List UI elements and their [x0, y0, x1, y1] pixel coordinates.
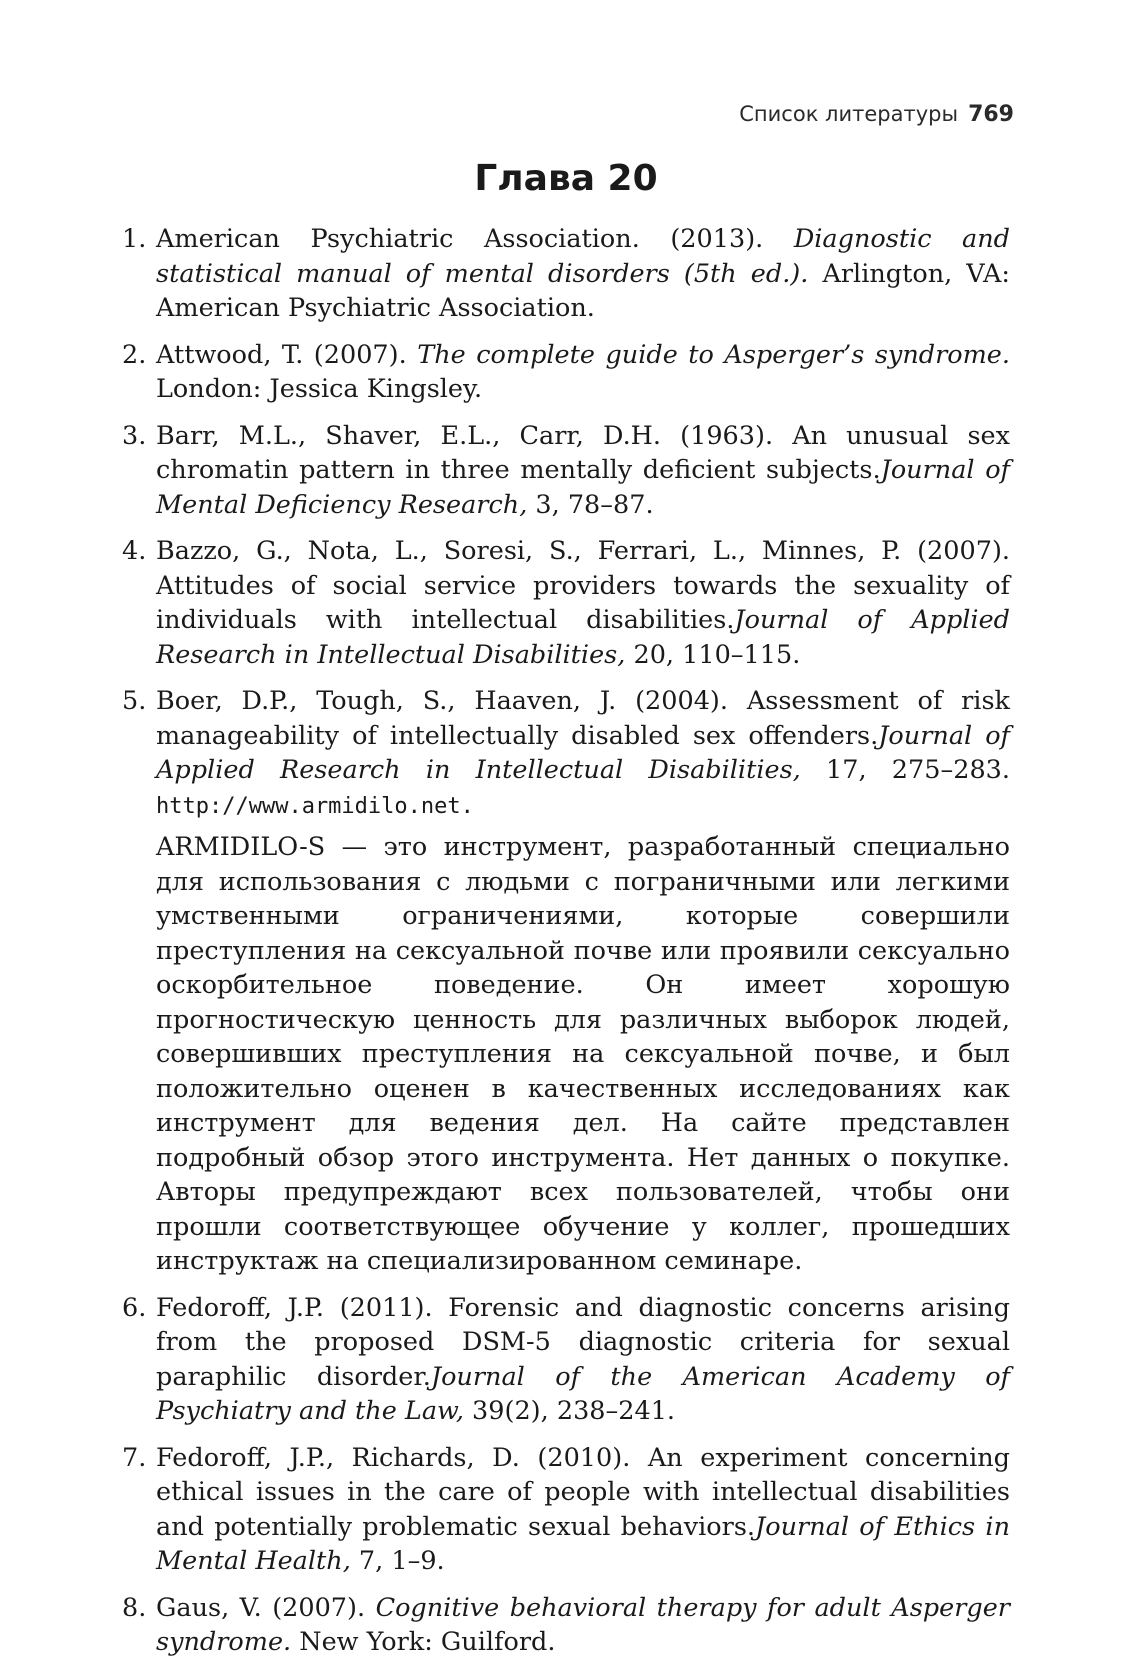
- reference-title: Journal of the American Academy of Psychiatry and the Law,: [156, 1361, 1010, 1426]
- reference-text: Boer, D.P., Tough, S., Haaven, J. (2004). Assessment of risk manageability of intellectually disabled sex offenders.: [156, 686, 1010, 751]
- reference-number: 4.: [122, 536, 147, 566]
- reference-item: [122, 1591, 1010, 1660]
- reference-number: 3.: [122, 420, 147, 451]
- reference-text: Bazzo, G., Nota, L., Soresi, S., Ferrari, L., Minnes, P. (2007). Attitudes of social service providers towards the sexuality of individuals with intellectual disabilities.: [156, 536, 1010, 635]
- reference-item: [122, 534, 1010, 672]
- reference-text: Fedoroff, J.P. (2011). Forensic and diagnostic concerns arising from the proposed DSM-5 diagnostic criteria for sexual paraphilic disorder.: [156, 1292, 1010, 1392]
- reference-details: London: Jessica Kingsley.: [156, 374, 483, 404]
- reference-number: 8.: [122, 1592, 147, 1623]
- reference-item: [122, 1291, 1010, 1429]
- reference-text: Gaus, V. (2007).: [156, 1592, 376, 1623]
- reference-details: 20, 110–115.: [625, 639, 801, 670]
- reference-text: Fedoroff, J.P., Richards, D. (2010). An experiment concerning ethical issues in the care of people with intellectual disabilities and potentially problematic sexual behaviors.: [156, 1442, 1010, 1542]
- reference-title: Journal of Mental Deficiency Research,: [156, 455, 1010, 520]
- reference-text: Barr, M.L., Shaver, E.L., Carr, D.H. (1963). An unusual sex chromatin pattern in three mentally deficient subjects.: [156, 420, 1010, 485]
- reference-title: The complete guide to Asperger’s syndrome.: [417, 339, 1010, 370]
- reference-details: 17, 275–283.: [800, 755, 1011, 785]
- reference-item: [122, 684, 1010, 1279]
- reference-number: 6.: [122, 1292, 147, 1323]
- reference-item: [122, 419, 1010, 523]
- reference-item: [122, 1441, 1010, 1579]
- reference-item: [122, 338, 1010, 407]
- reference-item: [122, 222, 1010, 326]
- reference-number: 5.: [122, 686, 147, 716]
- chapter-title: Глава 20: [474, 158, 658, 199]
- reference-text: American Psychiatric Association. (2013).: [156, 224, 794, 254]
- reference-details: 3, 78–87.: [527, 489, 654, 520]
- running-head-section: Список литературы: [739, 102, 959, 126]
- reference-annotation: ARMIDILO-S — это инструмент, разработанный специально для использования с людьми с пограничными или легкими умственными ограничениями, которые совершили преступления на сексуальной почве или проявили сексуально оскорбительное поведение. Он имеет хорошую прогностическую ценность для различных выборок людей, совершивших преступления на сексуальной почве, и был положительно оценен в качественных исследованиях как инструмент для ведения дел. На сайте представлен подробный обзор этого инструмента. Нет данных о покупке. Авторы предупреждают всех пользователей, чтобы они прошли соответствующее обучение у коллег, прошедших инструктаж на специализированном семинаре.: [156, 832, 1010, 1276]
- reference-title: Cognitive behavioral therapy for adult Asperger syndrome.: [156, 1592, 1010, 1657]
- reference-number: 7.: [122, 1442, 147, 1473]
- reference-title: Journal of Applied Research in Intellectual Disabilities,: [156, 605, 1010, 670]
- reference-text: Attwood, T. (2007).: [156, 339, 418, 370]
- reference-title: Journal of Ethics in Mental Health,: [156, 1511, 1011, 1576]
- page-number: 769: [968, 102, 1014, 127]
- reference-details: New York: Guilford.: [291, 1627, 556, 1657]
- running-head: [739, 102, 1014, 127]
- reference-number: 1.: [122, 224, 147, 254]
- reference-title: Diagnostic and statistical manual of mental disorders (5th ed.).: [156, 224, 1011, 289]
- reference-details: Arlington, VA: American Psychiatric Association.: [156, 258, 1010, 323]
- reference-details: 39(2), 238–241.: [463, 1396, 676, 1426]
- reference-number: 2.: [122, 339, 147, 370]
- reference-title: Journal of Applied Research in Intellectual Disabilities,: [156, 720, 1010, 785]
- reference-list: [122, 222, 1010, 1672]
- reference-details: 7, 1–9.: [350, 1546, 445, 1576]
- reference-url[interactable]: http://www.armidilo.net.: [156, 793, 474, 819]
